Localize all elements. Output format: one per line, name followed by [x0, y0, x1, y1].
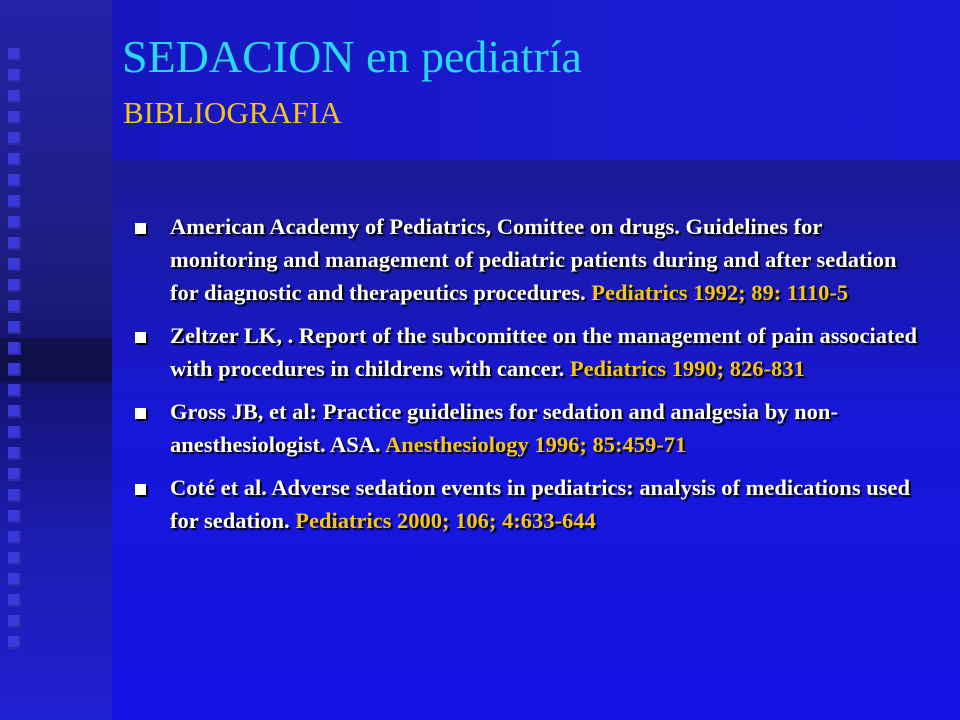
square-bullet-icon [135, 223, 146, 234]
decorative-square [8, 90, 21, 103]
decorative-square [8, 111, 21, 124]
reference-text: Zeltzer LK, . Report of the subcomittee on the management of pain associated with procedures in childrens with cancer. [170, 323, 917, 381]
square-bullet-icon [135, 332, 146, 343]
decorative-square [8, 531, 21, 544]
decorative-square [8, 321, 21, 334]
reference-item [132, 319, 922, 385]
reference-item [132, 471, 922, 537]
decorative-square [8, 174, 21, 187]
decorative-square [8, 510, 21, 523]
decorative-square [8, 615, 21, 628]
square-bullet-icon [135, 484, 146, 495]
decorative-square [8, 468, 21, 481]
decorative-square [8, 153, 21, 166]
decorative-square [8, 552, 21, 565]
decorative-square [8, 636, 21, 649]
slide-subtitle: BIBLIOGRAFIA [123, 95, 342, 130]
decorative-square [8, 594, 21, 607]
slide-title: SEDACION en pediatría [122, 31, 582, 82]
decorative-square [8, 426, 21, 439]
decorative-square [8, 405, 21, 418]
decorative-square [8, 489, 21, 502]
reference-text: Gross JB, et al: Practice guidelines for sedation and analgesia by non-anesthesiologist. ASA. [170, 399, 838, 457]
reference-text: Coté et al. Adverse sedation events in pediatrics: analysis of medications used for sedation. [170, 475, 910, 533]
decorative-square [8, 216, 21, 229]
reference-journal: Anesthesiology 1996; 85:459-71 [385, 432, 687, 457]
decorative-square [8, 300, 21, 313]
reference-item [132, 210, 922, 309]
decorative-square [8, 447, 21, 460]
decorative-square [8, 48, 21, 61]
reference-journal: Pediatrics 2000; 106; 4:633-644 [295, 508, 596, 533]
decorative-square [8, 363, 21, 376]
reference-journal: Pediatrics 1990; 826-831 [569, 356, 805, 381]
reference-item [132, 395, 922, 461]
decorative-square [8, 342, 21, 355]
decorative-square [8, 132, 21, 145]
reference-text: American Academy of Pediatrics, Comittee on drugs. Guidelines for monitoring and management of pediatric patients during and after sedation for diagnostic and therapeutics procedures. [170, 214, 897, 305]
decorative-square [8, 279, 21, 292]
decorative-square [8, 258, 21, 271]
decorative-square [8, 237, 21, 250]
decorative-square [8, 69, 21, 82]
decorative-square [8, 384, 21, 397]
reference-journal: Pediatrics 1992; 89: 1110-5 [591, 280, 849, 305]
slide-header [112, 0, 960, 160]
decorative-square [8, 573, 21, 586]
decorative-square-column [8, 48, 24, 657]
decorative-square [8, 195, 21, 208]
square-bullet-icon [135, 408, 146, 419]
reference-list [132, 210, 922, 547]
